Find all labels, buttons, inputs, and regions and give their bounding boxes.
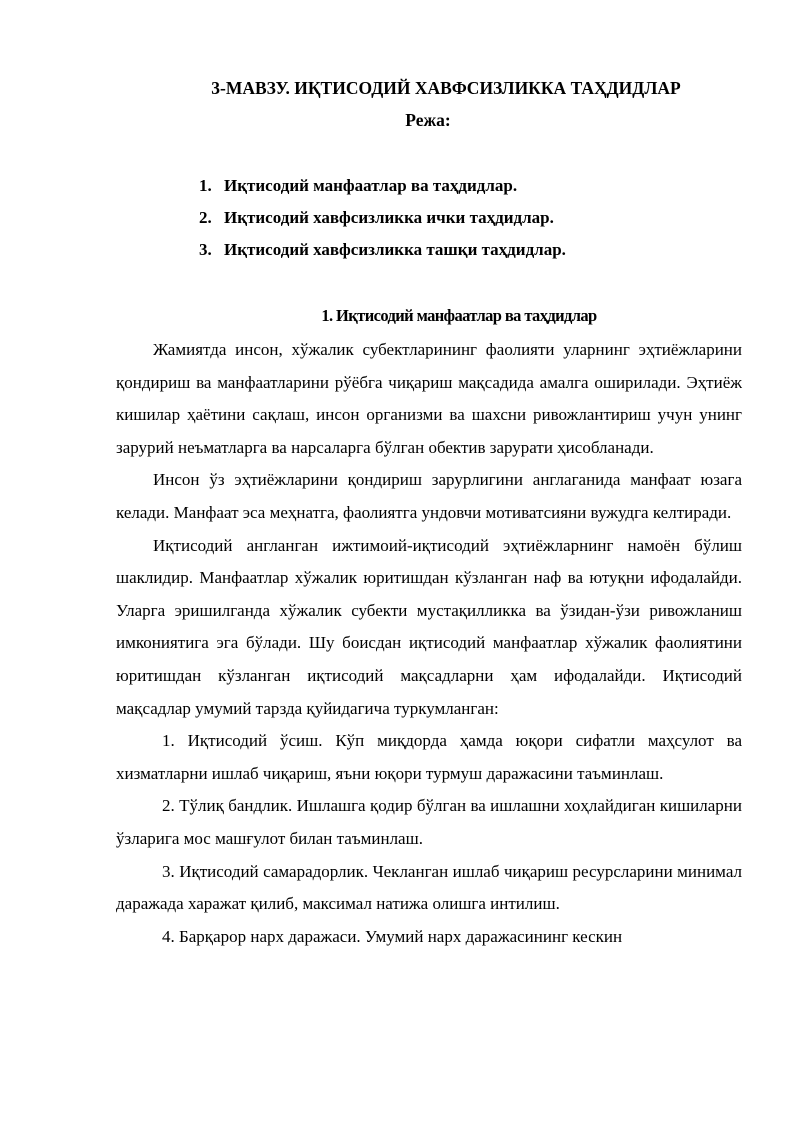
body-text: [116, 334, 742, 953]
plan-item-text: Иқтисодий манфаатлар ва таҳдидлар.: [224, 176, 518, 195]
plan-item: [199, 174, 566, 206]
plan-list: [199, 174, 566, 270]
plan-item-text: Иқтисодий хавфсизликка ички таҳдидлар.: [224, 208, 554, 227]
plan-item-number: 3.: [199, 240, 212, 259]
plan-heading: Режа:: [405, 110, 451, 130]
goal-item: 1. Иқтисодий ўсиш. Кўп миқдорда ҳамда юқори сифатли маҳсулот ва хизматларни ишлаб чиқариш, яъни юқори турмуш даражасини таъминлаш.: [116, 731, 742, 783]
plan-item: [199, 238, 566, 270]
plan-item-text: Иқтисодий хавфсизликка ташқи таҳдидлар.: [224, 240, 566, 259]
goal-item: 2. Тўлиқ бандлик. Ишлашга қодир бўлган ва ишлашни хоҳлайдиган кишиларни ўзларига мос машғулот билан таъминлаш.: [116, 796, 742, 848]
section-heading: 1. Иқтисодий манфаатлар ва таҳдидлар: [321, 306, 597, 325]
document-title: 3-МАВЗУ. ИҚТИСОДИЙ ХАВФСИЗЛИККА ТАҲДИДЛАР: [211, 78, 681, 98]
plan-item-number: 2.: [199, 208, 212, 227]
paragraph: Жамиятда инсон, хўжалик субектларининг фаолияти уларнинг эҳтиёжларини қондириш ва манфаатларини рўёбга чиқариш мақсадида амалга оширилади. Эҳтиёж кишилар ҳаётини сақлаш, инсон организми ва шахсни ривожлантириш учун унинг зарурий неъматларга ва нарсаларга бўлган обектив зарурати ҳисобланади.: [116, 340, 742, 457]
plan-item: [199, 206, 566, 238]
goal-item: 4. Барқарор нарх даражаси. Умумий нарх даражасининг кескин: [162, 926, 623, 946]
goal-item: 3. Иқтисодий самарадорлик. Чекланган ишлаб чиқариш ресурсларини минимал даражада харажат қилиб, максимал натижа олишга интилиш.: [116, 861, 742, 914]
paragraph: Инсон ўз эҳтиёжларини қондириш зарурлигини англаганида манфаат юзага келади. Манфаат эса меҳнатга, фаолиятга ундовчи мотиватсияни вужудга келтиради.: [116, 470, 742, 522]
paragraph: Иқтисодий англанган ижтимоий-иқтисодий эҳтиёжларнинг намоён бўлиш шаклидир. Манфаатлар хўжалик юритишдан кўзланган наф ва ютуқни ифодалайди. Уларга эришилганда хўжалик субекти мустақилликка ва ўзидан-ўзи ривожланиш имкониятига эга бўлади. Шу боисдан иқтисодий манфаатлар хўжалик фаолиятини юритишдан кўзланган иқтисодий мақсадларни ҳам ифодалайди. Иқтисодий мақсадлар умумий тарзда қуйидагича туркумланган:: [116, 535, 742, 718]
plan-item-number: 1.: [199, 176, 212, 195]
